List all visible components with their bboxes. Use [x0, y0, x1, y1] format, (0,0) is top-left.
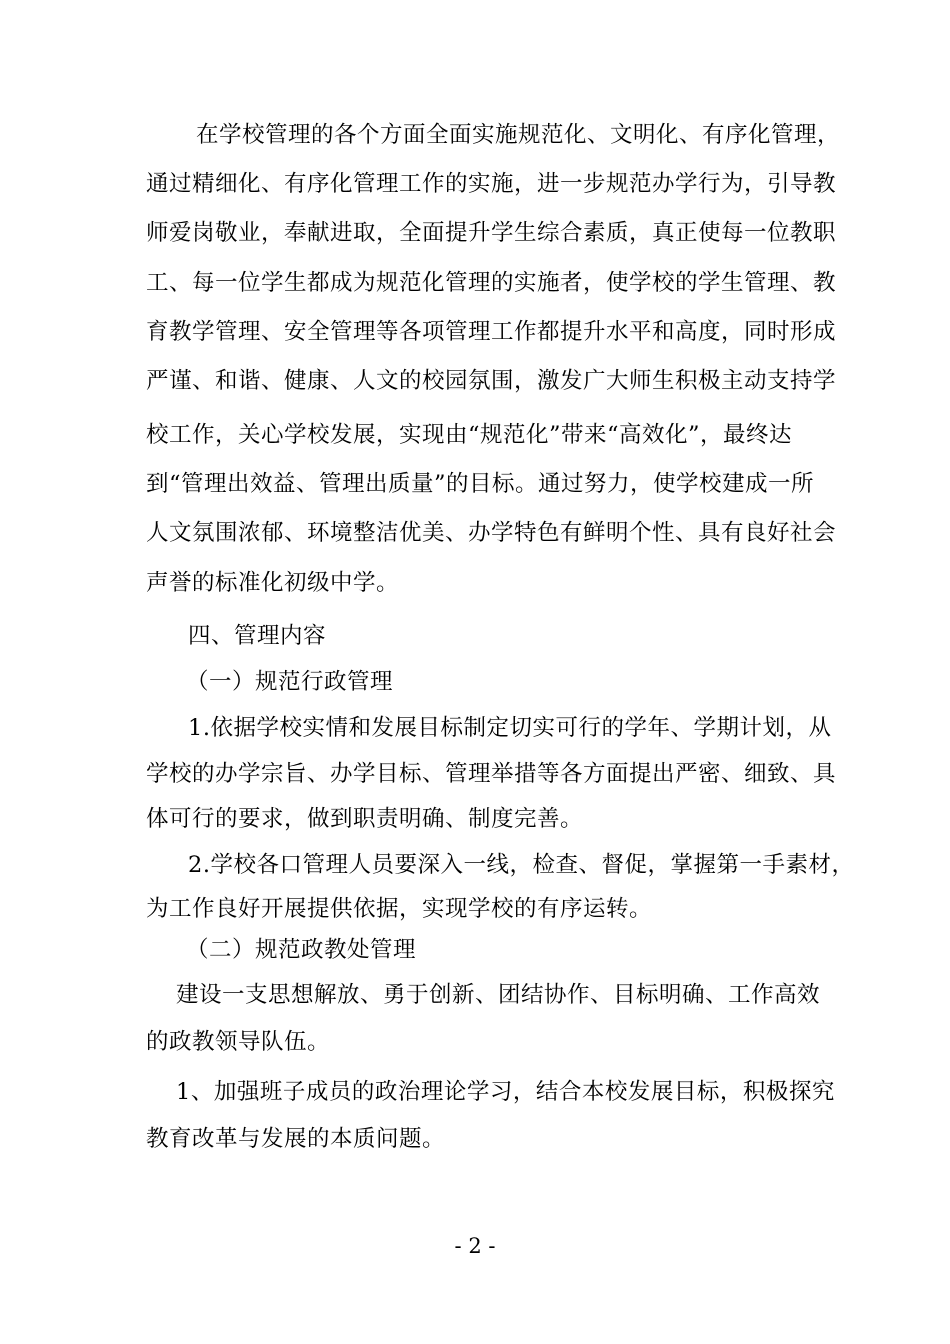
- text-line: 人文氛围浓郁、环境整洁优美、办学特色有鲜明个性、具有良好社会: [146, 520, 837, 546]
- text-line: 教育改革与发展的本质问题。: [146, 1126, 446, 1152]
- text-line: 为工作良好开展提供依据，实现学校的有序运转。: [146, 896, 653, 922]
- text-line: 到“管理出效益、管理出质量”的目标。通过努力，使学校建成一所: [146, 471, 815, 497]
- text-line: 建设一支思想解放、勇于创新、团结协作、目标明确、工作高效: [176, 982, 821, 1008]
- text-line: 声誉的标准化初级中学。: [146, 570, 400, 596]
- section-heading: 四、管理内容: [188, 623, 327, 649]
- text-line: 工、每一位学生都成为规范化管理的实施者，使学校的学生管理、教: [146, 270, 837, 296]
- text-line: 通过精细化、有序化管理工作的实施，进一步规范办学行为，引导教: [146, 171, 837, 197]
- text-line: 1、加强班子成员的政治理论学习，结合本校发展目标，积极探究: [176, 1079, 835, 1105]
- subsection-heading: （一）规范行政管理: [186, 669, 394, 695]
- subsection-heading: （二）规范政教处管理: [186, 937, 417, 963]
- text-line: 体可行的要求，做到职责明确、制度完善。: [146, 806, 584, 832]
- text-line: 1.依据学校实情和发展目标制定切实可行的学年、学期计划，从: [188, 715, 832, 741]
- text-line: 师爱岗敬业，奉献进取，全面提升学生综合素质，真正使每一位教职: [146, 220, 837, 246]
- text-line: 2.学校各口管理人员要深入一线，检查、督促，掌握第一手素材，: [188, 852, 855, 878]
- text-line: 校工作，关心学校发展，实现由“规范化”带来“高效化”，最终达: [146, 422, 793, 448]
- text-line: 学校的办学宗旨、办学目标、管理举措等各方面提出严密、细致、具: [146, 761, 837, 787]
- text-line: 在学校管理的各个方面全面实施规范化、文明化、有序化管理，: [196, 122, 841, 148]
- text-line: 严谨、和谐、健康、人文的校园氛围，激发广大师生积极主动支持学: [146, 368, 837, 394]
- text-line: 育教学管理、安全管理等各项管理工作都提升水平和高度，同时形成: [146, 319, 837, 345]
- text-line: 的政教领导队伍。: [146, 1029, 331, 1055]
- page-number: - 2 -: [454, 1234, 496, 1258]
